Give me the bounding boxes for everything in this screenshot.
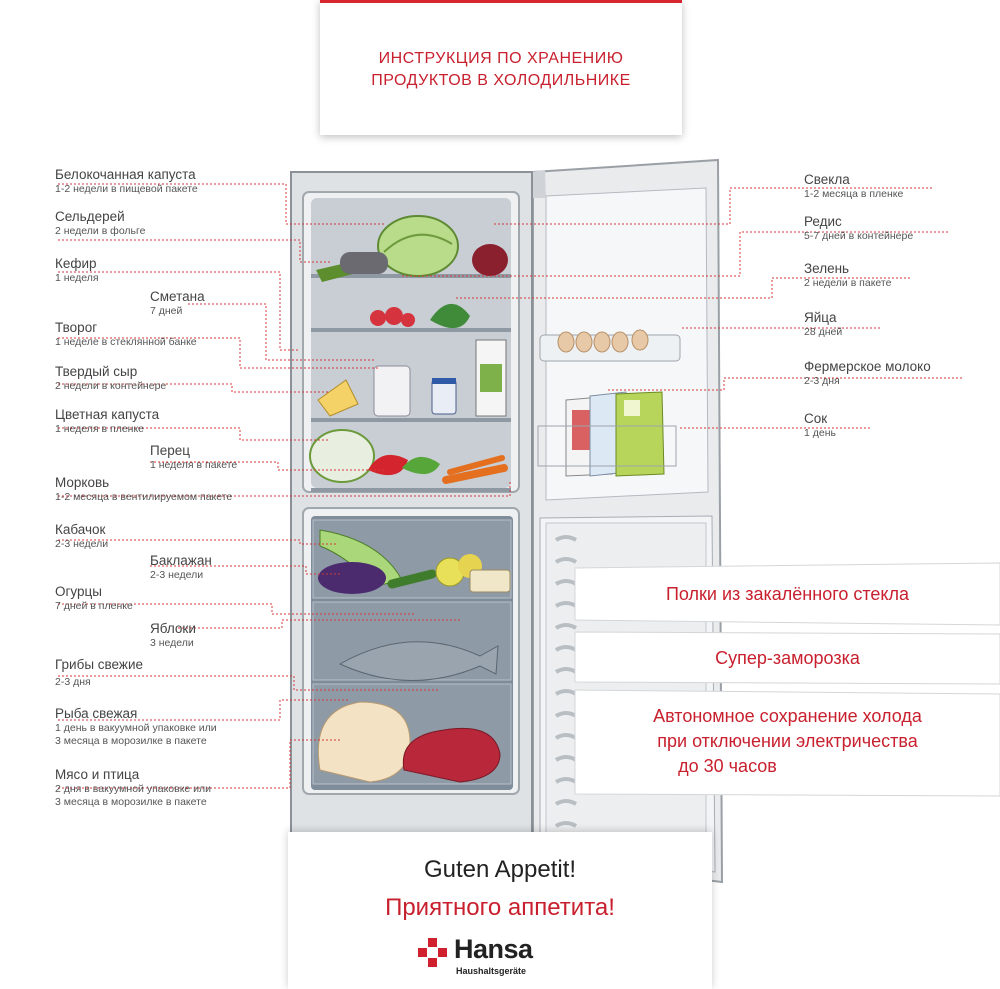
label-cauliflower: Цветная капуста 1 неделя в пленке (55, 407, 160, 435)
label-mushrooms: Грибы свежие 2-3 дня (55, 657, 143, 688)
label-meat: Мясо и птица 2 дня в вакуумной упаковке или 3 месяца в морозилке в пакете (55, 767, 212, 808)
hansa-logo-icon (418, 938, 448, 968)
label-pepper: Перец 1 неделя в пакете (150, 443, 238, 471)
feature-autonomous-cold: Автономное сохранение холода при отключении электричества до 30 часов (653, 706, 922, 776)
title-line-1: ИНСТРУКЦИЯ ПО ХРАНЕНИЮ (378, 50, 624, 67)
brand-subtitle: Haushaltsgeräte (456, 966, 527, 976)
label-eggs: Яйца 28 дней (804, 310, 843, 338)
label-cucumbers: Огурцы 7 дней в пленке (55, 584, 133, 612)
label-greens: Зелень 2 недели в пакете (804, 261, 892, 289)
label-beet: Свекла 1-2 месяца в пленке (804, 172, 904, 200)
hansa-logo (418, 936, 588, 980)
label-fish: Рыба свежая 1 день в вакуумной упаковке или 3 месяца в морозилке в пакете (55, 706, 217, 747)
greeting-german: Guten Appetit! (423, 856, 577, 883)
label-apples: Яблоки 3 недели (150, 621, 196, 649)
label-cottage-cheese: Творог 1 неделе в стеклянной банке (55, 320, 197, 348)
label-farm-milk: Фермерское молоко 2-3 дня (804, 359, 931, 387)
label-hard-cheese: Твердый сыр 2 недели в контейнере (55, 364, 167, 392)
label-zucchini: Кабачок 2-3 недели (55, 522, 109, 550)
footer-card (288, 832, 712, 989)
feature-glass-shelves: Полки из закалённого стекла (665, 584, 910, 604)
label-sour-cream: Сметана 7 дней (150, 289, 205, 317)
label-juice: Сок 1 день (804, 411, 836, 439)
brand-name: Hansa (454, 934, 533, 964)
greeting-russian: Приятного аппетита! (385, 894, 615, 921)
label-kefir: Кефир 1 неделя (55, 256, 99, 284)
label-eggplant: Баклажан 2-3 недели (150, 553, 212, 581)
title-line-2: ПРОДУКТОВ В ХОЛОДИЛЬНИКЕ (371, 72, 631, 89)
label-radish: Редис 5-7 дней в контейнере (804, 214, 914, 242)
feature-super-freeze: Супер-заморозка (715, 648, 860, 668)
label-carrot: Морковь 1-2 месяца в вентилируемом пакете (55, 475, 233, 503)
label-cabbage: Белокочанная капуста 1-2 недели в пищевой пакете (55, 167, 198, 195)
label-celery: Сельдерей 2 недели в фольге (55, 209, 146, 237)
